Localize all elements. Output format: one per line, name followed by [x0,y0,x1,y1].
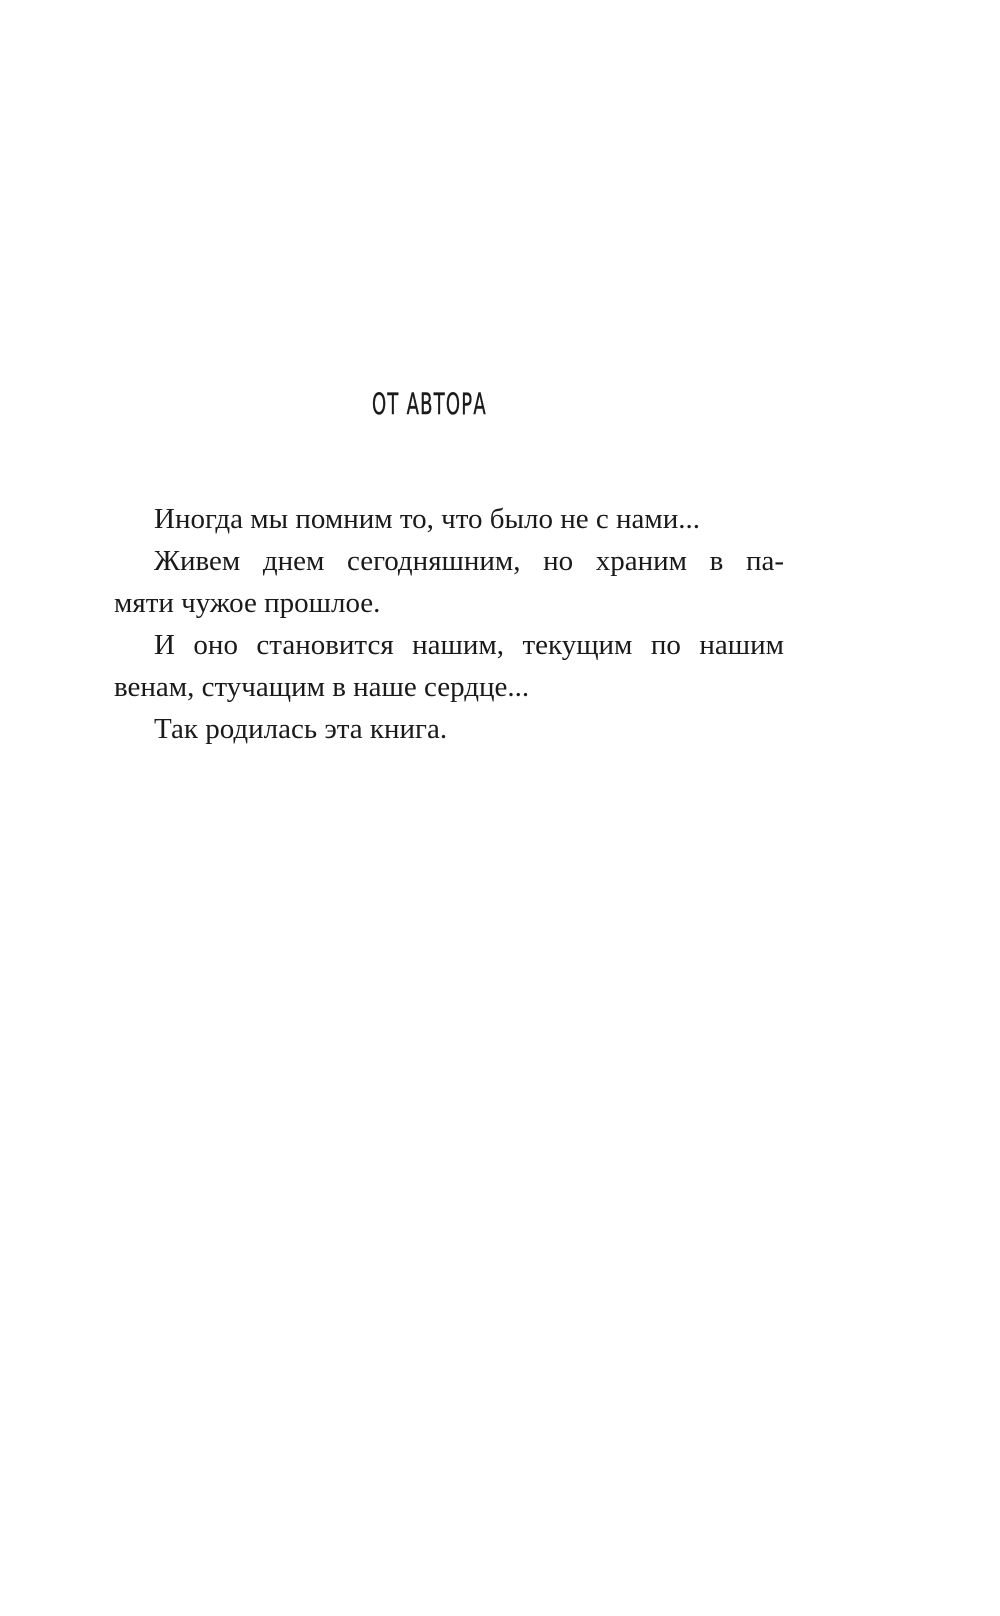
foreword-text [114,498,784,750]
text-line: И оно становится нашим, текущим по нашим [154,629,784,661]
text-line: венам, стучащим в наше сердце... [114,671,530,703]
text-line: Иногда мы помним то, что было не с нами... [154,503,700,535]
text-line: мяти чужое прошлое. [114,587,381,619]
chapter-heading: ОТ АВТОРА [372,387,487,421]
text-line: Живем днем сегодняшним, но храним в па- [154,545,784,577]
text-line: Так родилась эта книга. [154,713,448,745]
